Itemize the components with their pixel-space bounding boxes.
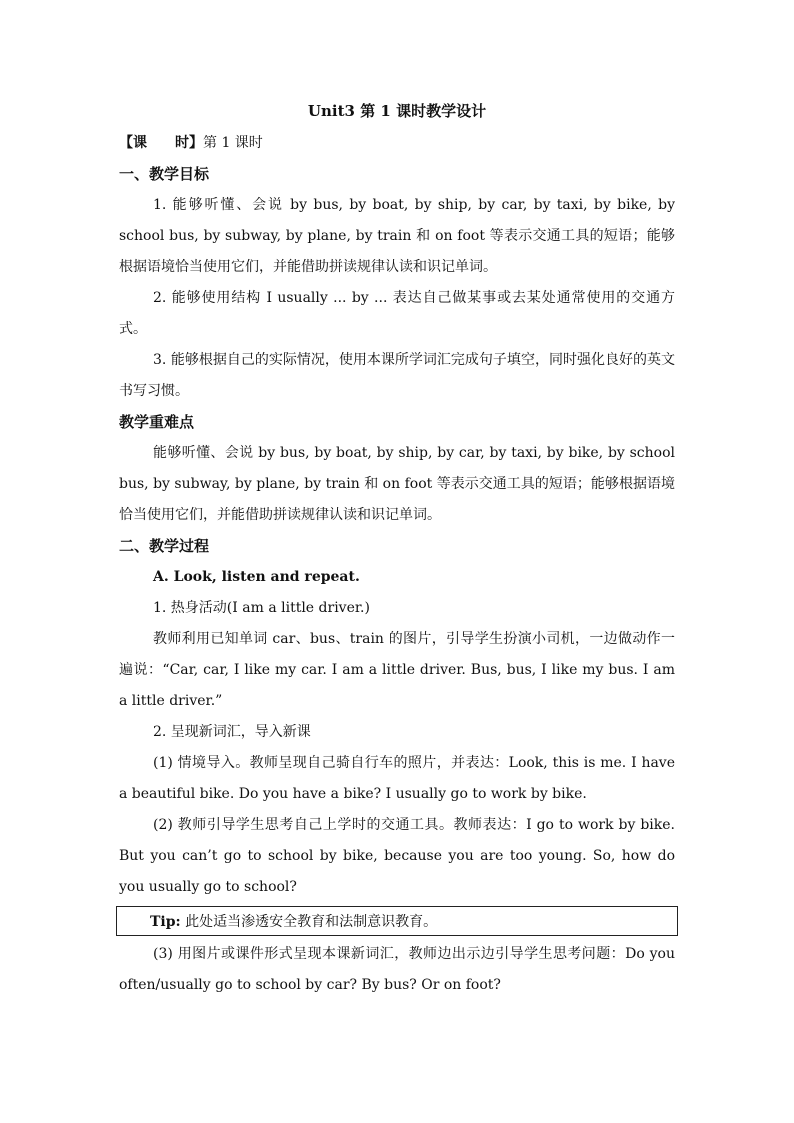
tip-box [116,906,678,936]
objective-item-2: 2. 能够使用结构 I usually ... by ... 表达自己做某事或去某处通常使用的交通方式。 [119,290,675,337]
step2-item-1: (1) 情境导入。教师呈现自己骑自行车的照片，并表达：Look, this is me. I have a beautiful bike. Do you have a bike? I usually go to work by bike. [119,755,675,802]
key-points-text: 能够听懂、会说 by bus, by boat, by ship, by car, by taxi, by bike, by school bus, by subway, by plane, by train 和 on foot 等表示交通工具的短语；能够根据语境恰当使用它们，并能借助拼读规律认读和识记单词。 [119,445,675,523]
lesson-label: 【课 时】 [119,135,203,151]
objective-item-1: 1. 能够听懂、会说 by bus, by boat, by ship, by car, by taxi, by bike, by school bus, by subway, by plane, by train 和 on foot 等表示交通工具的短语；能够根据语境恰当使用它们，并能借助拼读规律认读和识记单词。 [119,197,675,275]
step2-title: 2. 呈现新词汇，导入新课 [153,724,311,740]
lesson-line [119,128,675,159]
document-page [119,96,675,1001]
step1-text: 教师利用已知单词 car、bus、train 的图片，引导学生扮演小司机，一边做动作一遍说：“Car, car, I like my car. I am a little driver. Bus, bus, I like my bus. I am a little driver.” [119,631,675,709]
process-heading: 二、教学过程 [119,537,210,555]
tip-label: Tip: [150,914,181,930]
key-points-heading: 教学重难点 [119,413,195,431]
lesson-value: 第 1 课时 [203,135,263,151]
step2-item-2: (2) 教师引导学生思考自己上学时的交通工具。教师表达：I go to work by bike. But you can’t go to school by bike, because you are too young. So, how do you usually go to school? [119,817,675,895]
objectives-heading: 一、教学目标 [119,165,210,183]
step2-item-3: (3) 用图片或课件形式呈现本课新词汇，教师边出示边引导学生思考问题：Do you often/usually go to school by car? By bus? Or on foot? [119,946,675,993]
objective-item-3: 3. 能够根据自己的实际情况，使用本课所学词汇完成句子填空，同时强化良好的英文书写习惯。 [119,352,675,399]
step1-title: 1. 热身活动(I am a little driver.) [153,600,370,616]
tip-text: 此处适当渗透安全教育和法制意识教育。 [180,914,438,930]
section-a-title: A. Look, listen and repeat. [153,569,360,585]
page-title: Unit3 第 1 课时教学设计 [307,102,487,120]
